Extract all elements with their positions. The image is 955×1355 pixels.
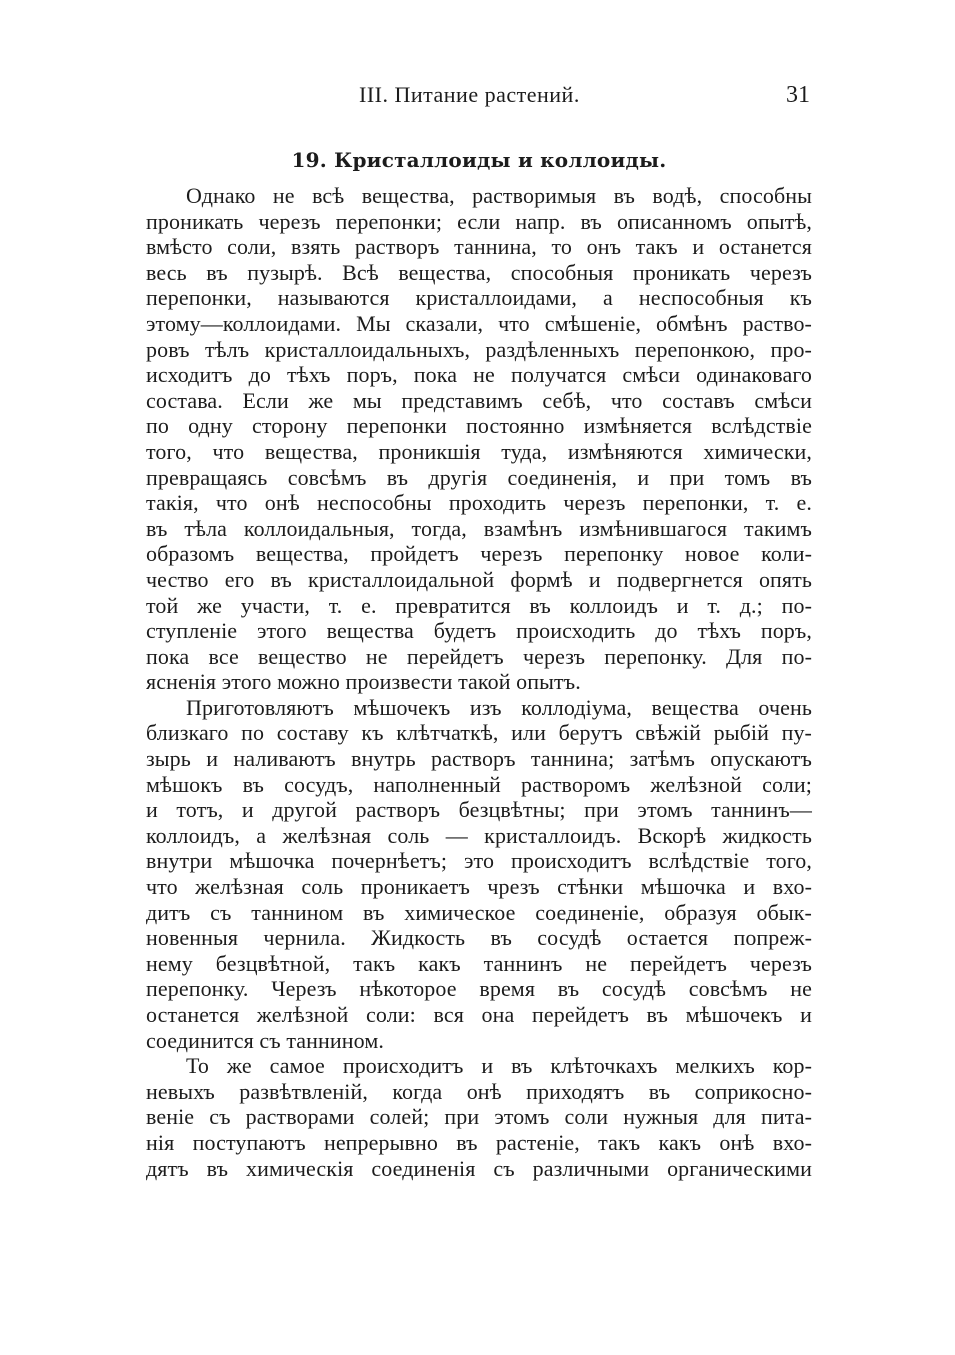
text-line: того, что вещества, проникшія туда, измѣняются химически, [146, 438, 812, 464]
text-line: соединится съ таннином. [146, 1027, 384, 1053]
text-line: Приготовляютъ мѣшочекъ изъ коллодіума, вещества очень [186, 694, 812, 720]
text-line: внутри мѣшочка почернѣетъ; это происходитъ вслѣдствіе того, [146, 848, 812, 874]
text-line: останется желѣзной соли: вся она перейдетъ въ мѣшочекъ и [146, 1002, 812, 1027]
text-line: проникать черезъ перепонки; если напр. въ описанномъ опытѣ, [146, 208, 812, 234]
text-line: той же участи, т. е. превратится въ коллоидъ и т. д.; по- [146, 592, 812, 618]
text-line: перепонку. Черезъ нѣкоторое время въ сосудѣ совсѣмъ не [146, 976, 812, 1002]
text-line: вмѣсто соли, взять растворъ таннина, то онъ такъ и останется [146, 234, 812, 260]
text-line: Однако не всѣ вещества, растворимыя въ водѣ, способны [186, 183, 812, 208]
text-line: мѣшокъ въ сосудъ, наполненный растворомъ желѣзной соли; [146, 771, 812, 797]
text-line: въ тѣла коллоидальныя, тогда, взамѣнъ измѣнившагося такимъ [146, 515, 812, 541]
running-head [146, 82, 812, 112]
text-line: ясненія этого можно произвести такой опытъ. [146, 669, 581, 695]
body-text [146, 183, 812, 1181]
text-line: нія поступаютъ непрерывно въ растеніе, такъ какъ онѣ вхо- [146, 1129, 812, 1155]
text-line: что желѣзная соль проникаетъ чрезъ стѣнки мѣшочка и вхо- [146, 874, 812, 900]
text-line: ровъ тѣлъ кристаллоидальныхъ, раздѣленныхъ перепонкою, про- [146, 336, 812, 362]
paragraph [146, 695, 812, 1053]
paragraph [146, 1053, 812, 1181]
text-line: превращаясь совсѣмъ въ другія соединенія, и при томъ въ [146, 464, 812, 490]
text-line: близкаго по составу къ клѣтчаткѣ, или берутъ свѣжій рыбій пу- [146, 720, 812, 746]
text-line: нему безцвѣтной, такъ какъ таннинъ не перейдетъ черезъ [146, 950, 812, 976]
text-line: и тотъ, и другой растворъ безцвѣтны; при этомъ таннинъ— [146, 797, 812, 823]
text-line: зырь и наливаютъ внутрь растворъ таннина; затѣмъ опускаютъ [146, 746, 812, 772]
running-title: III. Питание растений. [359, 82, 580, 107]
text-line: такія, что онѣ неспособны проходить черезъ перепонки, т. е. [146, 490, 812, 516]
text-line: коллоидъ, а желѣзная соль — кристаллоидъ. Вскорѣ жидкость [146, 822, 812, 848]
text-line: перепонки, называются кристаллоидами, а неспособныя къ [146, 285, 812, 311]
text-line: по одну сторону перепонки постоянно измѣняется вслѣдствіе [146, 413, 812, 439]
page-number: 31 [786, 82, 810, 108]
text-line: невыхъ развѣтвленій, когда онѣ приходятъ въ соприкосно- [146, 1078, 812, 1104]
text-line: этому—коллоидами. Мы сказали, что смѣшеніе, обмѣнъ раство- [146, 310, 812, 336]
text-line: весь въ пузырѣ. Всѣ вещества, способныя проникать черезъ [146, 259, 812, 285]
text-line: дитъ съ таннином въ химическое соединеніе, образуя обык- [146, 899, 812, 925]
text-line: состава. Если же мы представимъ себѣ, что составъ смѣси [146, 387, 812, 413]
text-line: То же самое происходитъ и въ клѣточкахъ мелкихъ кор- [186, 1053, 812, 1079]
text-line: новенныя чернила. Жидкость въ сосудѣ остается попреж- [146, 925, 812, 951]
text-line: ступленіе этого вещества будетъ происходить до тѣхъ поръ, [146, 618, 812, 644]
text-line: пока все вещество не перейдетъ черезъ перепонку. Для по- [146, 643, 812, 669]
section-heading: 19. Кристаллоиды и коллоиды. [291, 148, 667, 172]
paragraph [146, 183, 812, 695]
text-line: дятъ въ химическія соединенія съ различными органическими [146, 1155, 812, 1181]
text-line: веніе съ растворами солей; при этомъ соли нужныя для пита- [146, 1104, 812, 1130]
text-line: образомъ вещества, пройдетъ черезъ перепонку новое коли- [146, 541, 812, 567]
text-line: чество его въ кристаллоидальной формѣ и подвергнется опять [146, 566, 812, 592]
text-line: исходитъ до тѣхъ поръ, пока не получатся смѣси одинаковаго [146, 362, 812, 388]
